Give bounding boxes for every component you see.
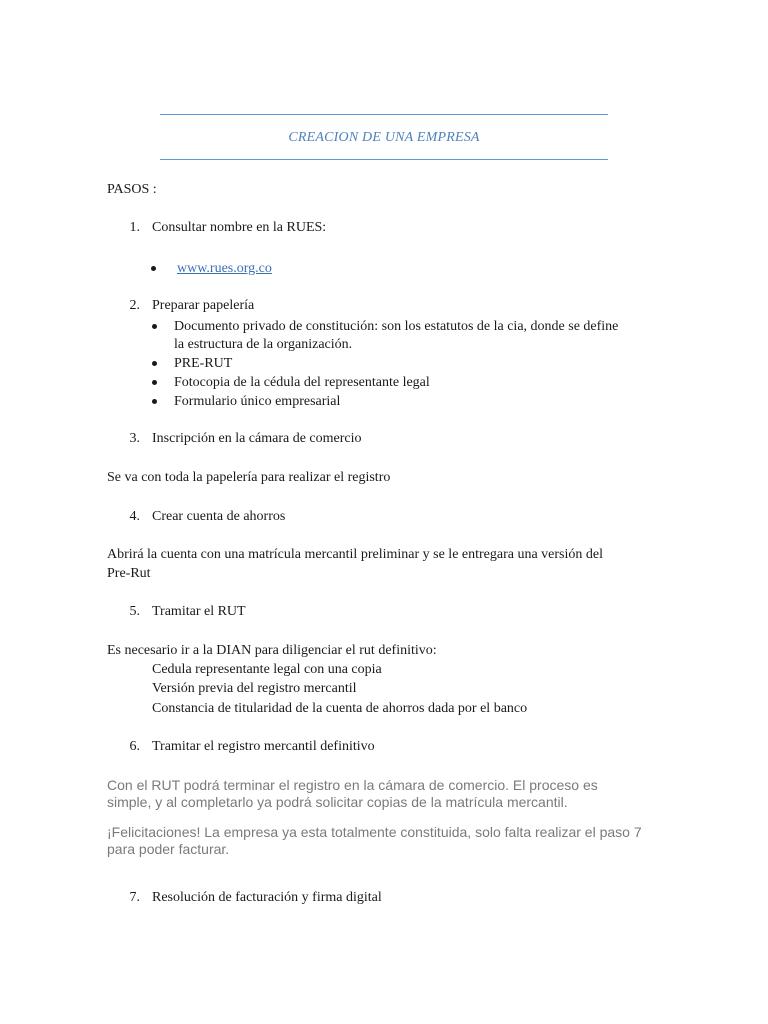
step-3-note: Se va con toda la papelería para realizar el registro [107,470,391,485]
bullet-icon [152,324,157,329]
bullet-icon [152,399,157,404]
step-1-number: 1. [129,220,140,235]
step-7-number: 7. [129,890,140,905]
rues-link[interactable]: www.rues.org.co [177,261,272,276]
step-6-text: Tramitar el registro mercantil definitivo [152,739,375,754]
step-6-paragraph-continued: simple, y al completarlo ya podrá solicitar copias de la matrícula mercantil. [107,794,568,810]
bullet-icon [151,266,156,271]
bullet-icon [152,380,157,385]
step-2-item: Fotocopia de la cédula del representante legal [174,375,430,390]
step-5-requirement: Versión previa del registro mercantil [152,681,357,696]
step-5-note: Es necesario ir a la DIAN para diligenciar el rut definitivo: [107,643,437,658]
document-title: CREACION DE UNA EMPRESA [288,130,480,145]
title-box [160,114,608,160]
step-6-paragraph: Con el RUT podrá terminar el registro en la cámara de comercio. El proceso es [107,777,598,793]
step-2-number: 2. [129,298,140,313]
step-2-item: Documento privado de constitución: son los estatutos de la cia, donde se define [174,319,619,334]
step-4-number: 4. [129,509,140,524]
step-2-item-continued: la estructura de la organización. [174,337,353,352]
step-2-text: Preparar papelería [152,298,255,313]
step-5-number: 5. [129,604,140,619]
step-4-note: Abrirá la cuenta con una matrícula mercantil preliminar y se le entregara una versión del [107,547,604,562]
step-3-text: Inscripción en la cámara de comercio [152,431,362,446]
step-1-text: Consultar nombre en la RUES: [152,220,327,235]
congratulations-paragraph: ¡Felicitaciones! La empresa ya esta totalmente constituida, solo falta realizar el paso 7 [107,824,642,840]
step-5-requirement: Cedula representante legal con una copia [152,662,382,677]
step-3-number: 3. [129,431,140,446]
step-4-note-continued: Pre-Rut [107,566,151,581]
step-5-requirement: Constancia de titularidad de la cuenta de ahorros dada por el banco [152,701,528,716]
step-4-text: Crear cuenta de ahorros [152,509,286,524]
congratulations-paragraph-continued: para poder facturar. [107,841,230,857]
pasos-label: PASOS : [107,182,157,197]
step-2-item: PRE-RUT [174,356,233,371]
step-6-number: 6. [129,739,140,754]
bullet-icon [152,361,157,366]
step-5-text: Tramitar el RUT [152,604,246,619]
step-2-item: Formulario único empresarial [174,394,341,409]
step-7-text: Resolución de facturación y firma digital [152,890,382,905]
